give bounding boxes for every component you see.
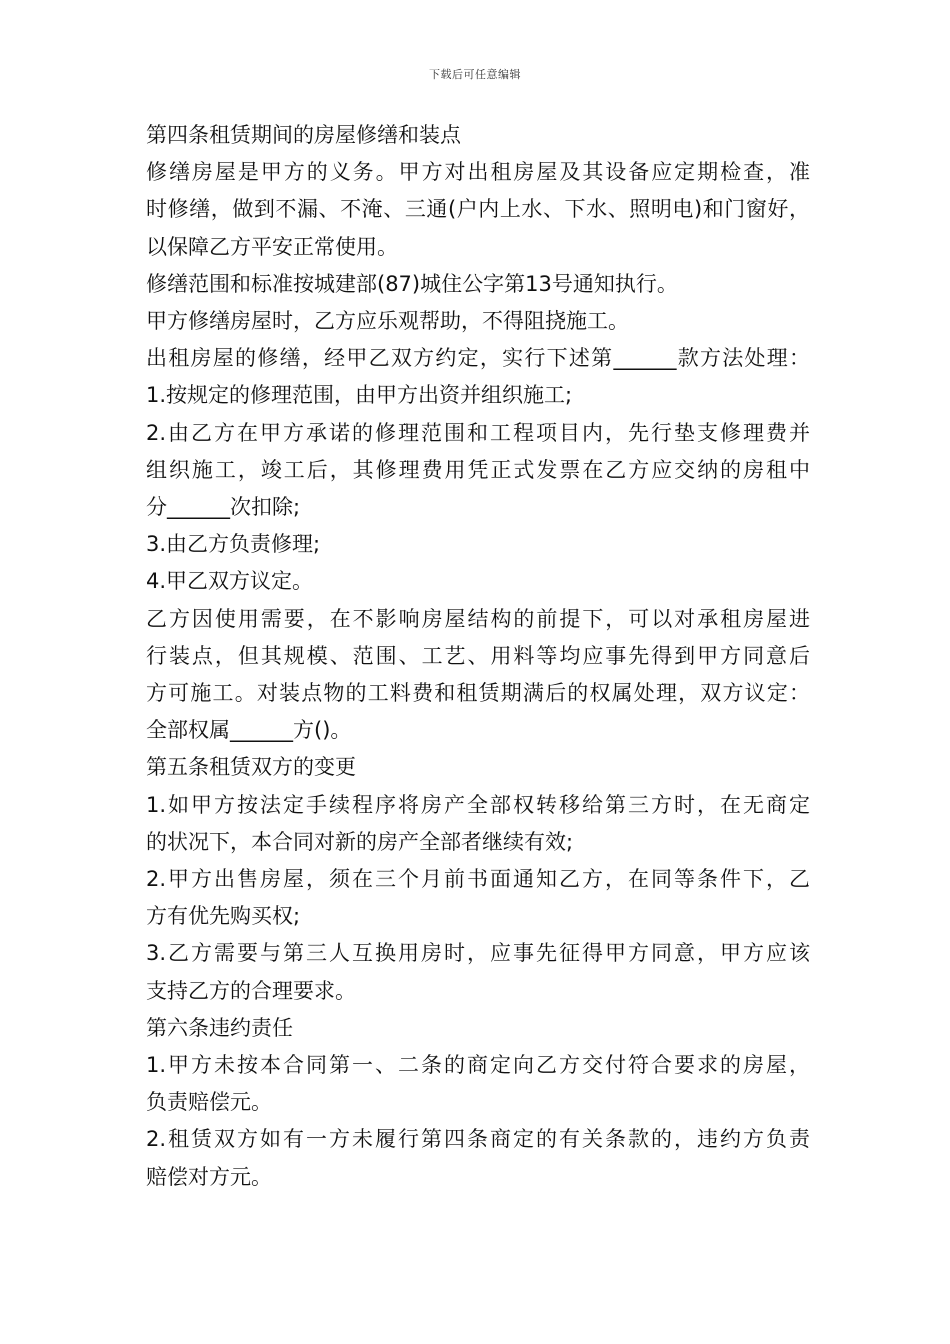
list-item-continuation: 支持乙方的合理要求。 <box>146 978 356 1003</box>
list-item: 3.由乙方负责修理; <box>146 532 321 557</box>
list-item: 3.乙方需要与第三人互换用房时，应事先征得甲方同意，甲方应该 <box>146 941 810 966</box>
paragraph-line: 全部权属______方()。 <box>146 718 352 743</box>
list-item-continuation: 组织施工，竣工后，其修理费用凭正式发票在乙方应交纳的房租中 <box>146 457 810 482</box>
paragraph-line: 乙方因使用需要，在不影响房屋结构的前提下，可以对承租房屋进 <box>146 606 810 631</box>
list-item-continuation: 的状况下，本合同对新的房产全部者继续有效; <box>146 829 574 854</box>
list-item-continuation: 赔偿对方元。 <box>146 1164 272 1189</box>
list-item-continuation: 分______次扣除; <box>146 495 301 520</box>
list-item-continuation: 负责赔偿元。 <box>146 1090 272 1115</box>
list-item-continuation: 方有优先购买权; <box>146 904 301 929</box>
section-heading: 第四条租赁期间的房屋修缮和装点 <box>146 123 461 147</box>
paragraph-line: 行装点，但其规模、范围、工艺、用料等均应事先得到甲方同意后 <box>146 643 810 668</box>
paragraph-line: 以保障乙方平安正常使用。 <box>146 234 398 259</box>
list-item: 2.由乙方在甲方承诺的修理范围和工程项目内，先行垫支修理费并 <box>146 420 810 445</box>
list-item: 1.按规定的修理范围，由甲方出资并组织施工; <box>146 383 573 408</box>
list-item: 2.甲方出售房屋，须在三个月前书面通知乙方，在同等条件下，乙 <box>146 867 810 892</box>
paragraph-line: 方可施工。对装点物的工料费和租赁期满后的权属处理，双方议定： <box>146 681 810 706</box>
paragraph-line: 甲方修缮房屋时，乙方应乐观帮助，不得阻挠施工。 <box>146 309 629 334</box>
paragraph-line: 出租房屋的修缮，经甲乙双方约定，实行下述第______款方法处理： <box>146 346 810 371</box>
list-item: 4.甲乙双方议定。 <box>146 569 314 594</box>
list-item: 1.如甲方按法定手续程序将房产全部权转移给第三方时，在无商定 <box>146 792 810 817</box>
list-item: 1.甲方未按本合同第一、二条的商定向乙方交付符合要求的房屋， <box>146 1053 810 1078</box>
paragraph-line: 修缮房屋是甲方的义务。甲方对出租房屋及其设备应定期检查，准 <box>146 160 810 185</box>
section-heading: 第六条违约责任 <box>146 1015 293 1040</box>
document-body <box>146 117 810 1196</box>
list-item: 2.租赁双方如有一方未履行第四条商定的有关条款的，违约方负责 <box>146 1127 810 1152</box>
paragraph-line: 时修缮，做到不漏、不淹、三通(户内上水、下水、照明电)和门窗好， <box>146 197 810 222</box>
section-heading: 第五条租赁双方的变更 <box>146 755 356 780</box>
paragraph-line: 修缮范围和标准按城建部(87)城住公字第13号通知执行。 <box>146 271 678 296</box>
page-header: 下载后可任意编辑 <box>429 68 521 81</box>
